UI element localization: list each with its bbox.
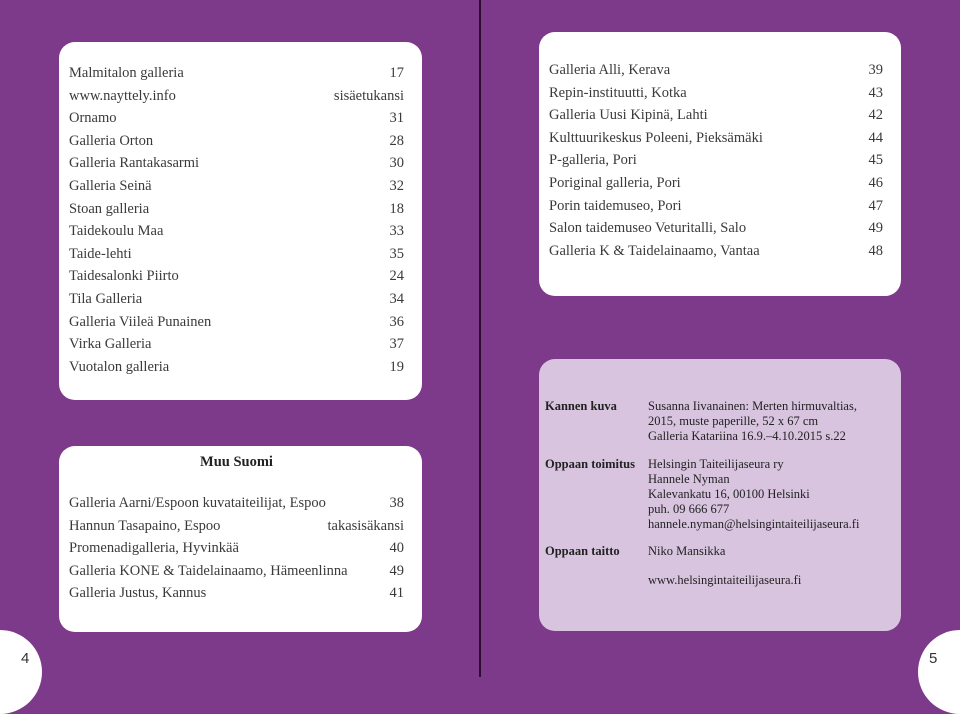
list-item	[69, 537, 404, 560]
gallery-name: Galleria Justus, Kannus	[69, 585, 207, 602]
page-reference: takasisäkansi	[327, 517, 404, 534]
gallery-name: Galleria K & Taidelainaamo, Vantaa	[549, 242, 760, 259]
page-reference: 18	[389, 200, 404, 217]
gallery-name: Galleria Orton	[69, 132, 154, 149]
website-link[interactable]: www.helsingintaiteilijaseura.fi	[648, 573, 802, 587]
list-item	[549, 172, 883, 195]
gallery-name: Promenadigalleria, Hyvinkää	[69, 540, 239, 557]
gallery-name: Hannun Tasapaino, Espoo	[69, 517, 221, 534]
list-item	[549, 240, 883, 263]
page-reference: 34	[389, 290, 404, 307]
gallery-name: Taidesalonki Piirto	[69, 268, 179, 285]
right-gallery-list-card	[539, 32, 901, 296]
cover-details	[648, 399, 857, 444]
right-gallery-list	[549, 59, 883, 262]
muu-suomi-list	[69, 492, 404, 605]
cover-label: Kannen kuva	[545, 399, 617, 413]
page-reference: 37	[389, 336, 404, 353]
page-reference: 38	[389, 495, 404, 511]
editor-line: puh. 09 666 677	[648, 502, 730, 516]
list-item	[69, 85, 404, 108]
page-reference: 32	[389, 177, 404, 194]
list-item	[69, 356, 404, 379]
list-item	[69, 288, 404, 311]
list-item	[549, 82, 883, 105]
list-item	[69, 220, 404, 243]
list-item	[69, 62, 404, 85]
list-item	[69, 311, 404, 334]
gallery-name: Repin-instituutti, Kotka	[549, 84, 687, 101]
left-page-number: 4	[21, 650, 30, 667]
editor-email-link[interactable]: hannele.nyman@helsingintaiteilijaseura.fi	[648, 517, 860, 531]
cover-line: 2015, muste paperille, 52 x 67 cm	[648, 414, 819, 428]
editor-line: Hannele Nyman	[648, 472, 730, 486]
list-item	[549, 104, 883, 127]
list-item	[69, 175, 404, 198]
page-reference: 43	[868, 84, 883, 101]
layout-name: Niko Mansikka	[648, 544, 726, 558]
page-reference: 49	[868, 220, 883, 237]
list-item	[549, 127, 883, 150]
muu-suomi-card	[59, 446, 422, 632]
page-reference: 46	[868, 174, 883, 191]
credits-card	[539, 359, 901, 631]
list-item	[69, 198, 404, 221]
list-item	[69, 515, 404, 538]
left-page-corner	[0, 630, 42, 714]
page-reference: 28	[389, 132, 404, 149]
page-reference: 44	[868, 129, 883, 146]
gallery-name: www.nayttely.info	[69, 87, 176, 104]
editor-line: Kalevankatu 16, 00100 Helsinki	[648, 487, 810, 501]
page-reference: sisäetukansi	[333, 87, 404, 104]
right-page-number: 5	[929, 650, 938, 667]
list-item	[549, 149, 883, 172]
page-reference: 42	[868, 107, 883, 124]
gallery-name: Kulttuurikeskus Poleeni, Pieksämäki	[549, 129, 763, 146]
editor-line: Helsingin Taiteilijaseura ry	[648, 457, 784, 471]
gallery-name: Tila Galleria	[69, 290, 143, 307]
list-item	[549, 195, 883, 218]
list-item	[69, 152, 404, 175]
gallery-name: Galleria Viileä Punainen	[69, 313, 212, 330]
gallery-name: Virka Galleria	[69, 336, 152, 353]
gallery-name: Galleria Aarni/Espoon kuvataiteilijat, Espoo	[69, 495, 326, 511]
book-spine	[479, 0, 481, 677]
page-reference: 41	[389, 585, 404, 602]
cover-line: Galleria Katariina 16.9.–4.10.2015 s.22	[648, 429, 846, 443]
editor-label: Oppaan toimitus	[545, 457, 635, 471]
list-item	[549, 59, 883, 82]
list-item	[69, 130, 404, 153]
page-reference: 39	[868, 62, 883, 78]
gallery-name: Galleria Uusi Kipinä, Lahti	[549, 107, 708, 124]
gallery-name: Stoan galleria	[69, 200, 150, 217]
list-item	[69, 107, 404, 130]
page-reference: 31	[389, 110, 404, 127]
gallery-name: Galleria Rantakasarmi	[69, 155, 200, 172]
page-reference: 47	[868, 197, 883, 214]
layout-label: Oppaan taitto	[545, 544, 620, 558]
gallery-name: Galleria KONE & Taidelainaamo, Hämeenlinna	[69, 562, 348, 579]
gallery-name: Galleria Seinä	[69, 177, 152, 194]
gallery-name: Galleria Alli, Kerava	[549, 62, 671, 78]
gallery-name: Taide-lehti	[69, 245, 132, 262]
cover-line: Susanna Iivanainen: Merten hirmuvaltias,	[648, 399, 857, 413]
gallery-name: Ornamo	[69, 110, 117, 127]
gallery-name: Poriginal galleria, Pori	[549, 174, 681, 191]
page-reference: 19	[389, 358, 404, 375]
page-reference: 48	[868, 242, 883, 259]
list-item	[549, 217, 883, 240]
list-item	[69, 265, 404, 288]
gallery-name: Vuotalon galleria	[69, 358, 170, 375]
page-reference: 30	[389, 155, 404, 172]
list-item	[69, 582, 404, 605]
list-item	[69, 243, 404, 266]
muu-suomi-heading: Muu Suomi	[200, 454, 273, 470]
gallery-name: Salon taidemuseo Veturitalli, Salo	[549, 220, 747, 237]
gallery-name: Malmitalon galleria	[69, 65, 184, 81]
right-page-corner	[918, 630, 960, 714]
left-gallery-list	[69, 62, 404, 378]
page-reference: 45	[868, 152, 883, 169]
page-reference: 36	[389, 313, 404, 330]
editor-details	[648, 457, 859, 532]
gallery-name: Taidekoulu Maa	[69, 223, 164, 240]
page-reference: 35	[389, 245, 404, 262]
gallery-name: Porin taidemuseo, Pori	[549, 197, 682, 214]
list-item	[69, 333, 404, 356]
gallery-name: P-galleria, Pori	[549, 152, 637, 169]
page-reference: 17	[389, 65, 404, 81]
left-gallery-list-card	[59, 42, 422, 400]
list-item	[69, 492, 404, 515]
page-reference: 33	[389, 223, 404, 240]
list-item	[69, 560, 404, 583]
page-reference: 24	[389, 268, 404, 285]
page-reference: 49	[389, 562, 404, 579]
page-reference: 40	[389, 540, 404, 557]
